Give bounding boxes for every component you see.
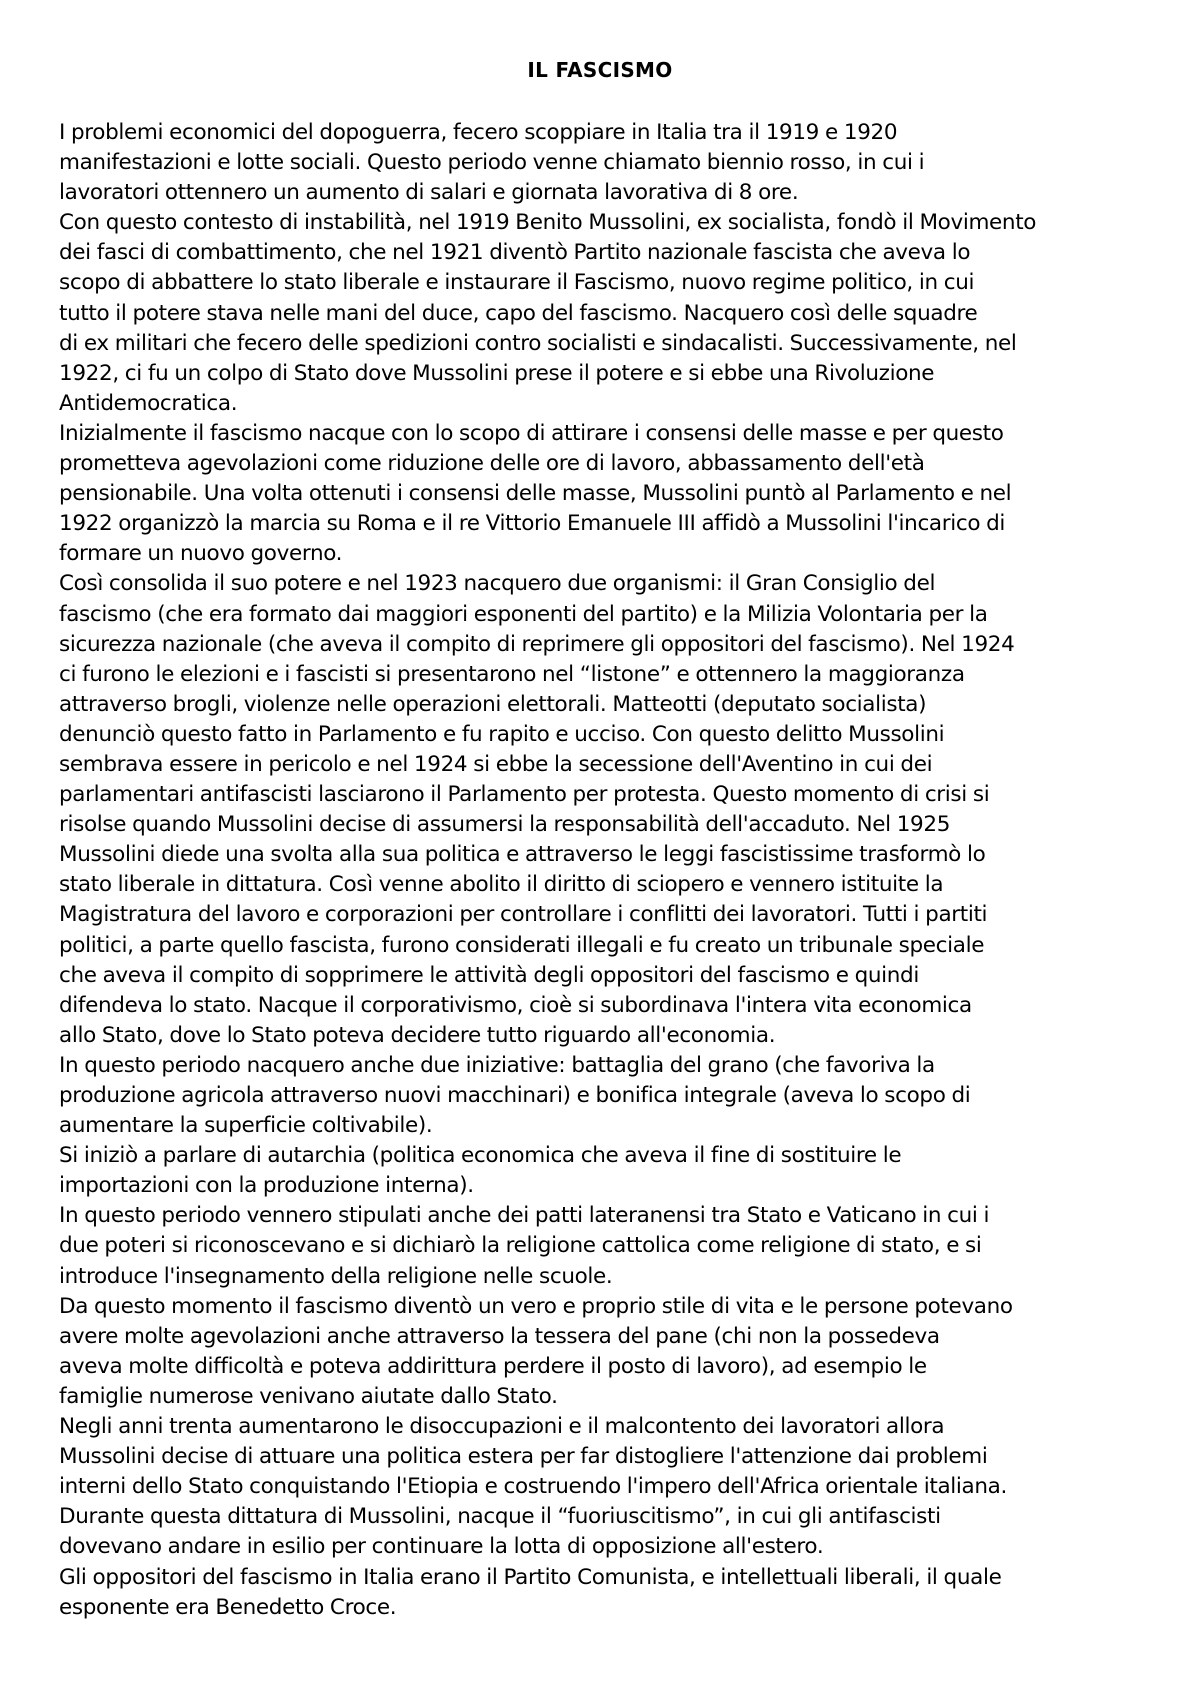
text-line: lavoratori ottennero un aumento di salari e giornata lavorativa di 8 ore. — [59, 180, 799, 206]
text-line: produzione agricola attraverso nuovi macchinari) e bonifica integrale (aveva lo scopo di — [59, 1083, 971, 1108]
text-line: allo Stato, dove lo Stato poteva decidere tutto riguardo all'economia. — [59, 1022, 776, 1048]
text-line: famiglie numerose venivano aiutate dallo Stato. — [59, 1383, 558, 1409]
text-line — [59, 1623, 1149, 1653]
text-line: tutto il potere stava nelle mani del duce, capo del fascismo. Nacquero così delle squadre — [59, 300, 978, 326]
text-line: importazioni con la produzione interna). — [59, 1173, 474, 1199]
text-line: interni dello Stato conquistando l'Etiopia e costruendo l'impero dell'Africa orientale italiana. — [59, 1474, 1007, 1500]
text-line: attraverso brogli, violenze nelle operazioni elettorali. Matteotti (deputato socialista) — [59, 691, 927, 717]
text-line: In questo periodo vennero stipulati anche dei patti lateranensi tra Stato e Vaticano in cui i — [59, 1203, 990, 1229]
text-line: prometteva agevolazioni come riduzione delle ore di lavoro, abbassamento dell'età — [59, 451, 925, 477]
text-line: fascismo (che era formato dai maggiori esponenti del partito) e la Milizia Volontaria per la — [59, 601, 988, 627]
text-line: parlamentari antifascisti lasciarono il Parlamento per protesta. Questo momento di crisi si — [59, 782, 990, 808]
text-line: manifestazioni e lotte sociali. Questo periodo venne chiamato biennio rosso, in cui i — [59, 150, 925, 176]
document-body — [59, 118, 1149, 1653]
text-line: formare un nuovo governo. — [59, 541, 343, 567]
text-line: Durante questa dittatura di Mussolini, nacque il “fuoriuscitismo”, in cui gli antifascisti — [59, 1504, 941, 1530]
text-line: Gli oppositori del fascismo in Italia erano il Partito Comunista, e intellettuali liberali, il quale — [59, 1564, 1002, 1590]
text-line: difendeva lo stato. Nacque il corporativismo, cioè si subordinava l'intera vita economica — [59, 992, 972, 1018]
text-line: Negli anni trenta aumentarono le disoccupazioni e il malcontento dei lavoratori allora — [59, 1414, 945, 1440]
document-title: IL FASCISMO — [527, 58, 673, 82]
text-line: risolse quando Mussolini decise di assumersi la responsabilità dell'accaduto. Nel 1925 — [59, 812, 951, 838]
text-line: 1922 organizzò la marcia su Roma e il re Vittorio Emanuele III affidò a Mussolini l'incarico di — [59, 511, 1006, 537]
text-line: ci furono le elezioni e i fascisti si presentarono nel “listone” e ottennero la maggioranza — [59, 661, 965, 687]
text-line: aveva molte difficoltà e poteva addirittura perdere il posto di lavoro), ad esempio le — [59, 1353, 927, 1379]
text-line: stato liberale in dittatura. Così venne abolito il diritto di sciopero e vennero istituite la — [59, 872, 944, 898]
text-line: Si iniziò a parlare di autarchia (politica economica che aveva il fine di sostituire le — [59, 1143, 902, 1169]
text-line: Antidemocratica. — [59, 390, 238, 416]
text-line: di ex militari che fecero delle spedizioni contro socialisti e sindacalisti. Successivamente, nel — [59, 330, 1017, 356]
text-line: Mussolini decise di attuare una politica estera per far distogliere l'attenzione dai problemi — [59, 1444, 988, 1470]
text-line: politici, a parte quello fascista, furono considerati illegali e fu creato un tribunale speciale — [59, 932, 985, 958]
text-line: scopo di abbattere lo stato liberale e instaurare il Fascismo, nuovo regime politico, in cui — [59, 270, 975, 296]
text-line: In questo periodo nacquero anche due iniziative: battaglia del grano (che favoriva la — [59, 1052, 935, 1078]
text-line: sicurezza nazionale (che aveva il compito di reprimere gli oppositori del fascismo). Nel 1924 — [59, 631, 1015, 657]
text-line: Con questo contesto di instabilità, nel 1919 Benito Mussolini, ex socialista, fondò il Movimento — [59, 210, 1037, 236]
text-line: sembrava essere in pericolo e nel 1924 si ebbe la secessione dell'Aventino in cui dei — [59, 751, 933, 777]
text-line: Inizialmente il fascismo nacque con lo scopo di attirare i consensi delle masse e per questo — [59, 420, 1004, 446]
text-line: Da questo momento il fascismo diventò un vero e proprio stile di vita e le persone potevano — [59, 1293, 1013, 1319]
text-line: che aveva il compito di sopprimere le attività degli oppositori del fascismo e quindi — [59, 962, 919, 988]
text-line: introduce l'insegnamento della religione nelle scuole. — [59, 1263, 613, 1289]
text-line: avere molte agevolazioni anche attraverso la tessera del pane (chi non la possedeva — [59, 1323, 940, 1349]
text-line: aumentare la superficie coltivabile). — [59, 1113, 433, 1139]
text-line: Così consolida il suo potere e nel 1923 nacquero due organismi: il Gran Consiglio del — [59, 571, 936, 597]
text-line: 1922, ci fu un colpo di Stato dove Mussolini prese il potere e si ebbe una Rivoluzione — [59, 360, 935, 386]
text-line: Magistratura del lavoro e corporazioni per controllare i conflitti dei lavoratori. Tutti i partiti — [59, 902, 988, 928]
text-line: Mussolini diede una svolta alla sua politica e attraverso le leggi fascistissime trasformò lo — [59, 842, 986, 868]
text-line: dovevano andare in esilio per continuare la lotta di opposizione all'estero. — [59, 1534, 824, 1560]
text-line: dei fasci di combattimento, che nel 1921 diventò Partito nazionale fascista che aveva lo — [59, 240, 971, 266]
text-line: I problemi economici del dopoguerra, fecero scoppiare in Italia tra il 1919 e 1920 — [59, 120, 898, 145]
text-line: esponente era Benedetto Croce. — [59, 1594, 397, 1620]
text-line: denunciò questo fatto in Parlamento e fu rapito e ucciso. Con questo delitto Mussolini — [59, 721, 945, 747]
text-line: pensionabile. Una volta ottenuti i consensi delle masse, Mussolini puntò al Parlamento e nel — [59, 481, 1012, 507]
text-line: due poteri si riconoscevano e si dichiarò la religione cattolica come religione di stato, e si — [59, 1233, 982, 1259]
